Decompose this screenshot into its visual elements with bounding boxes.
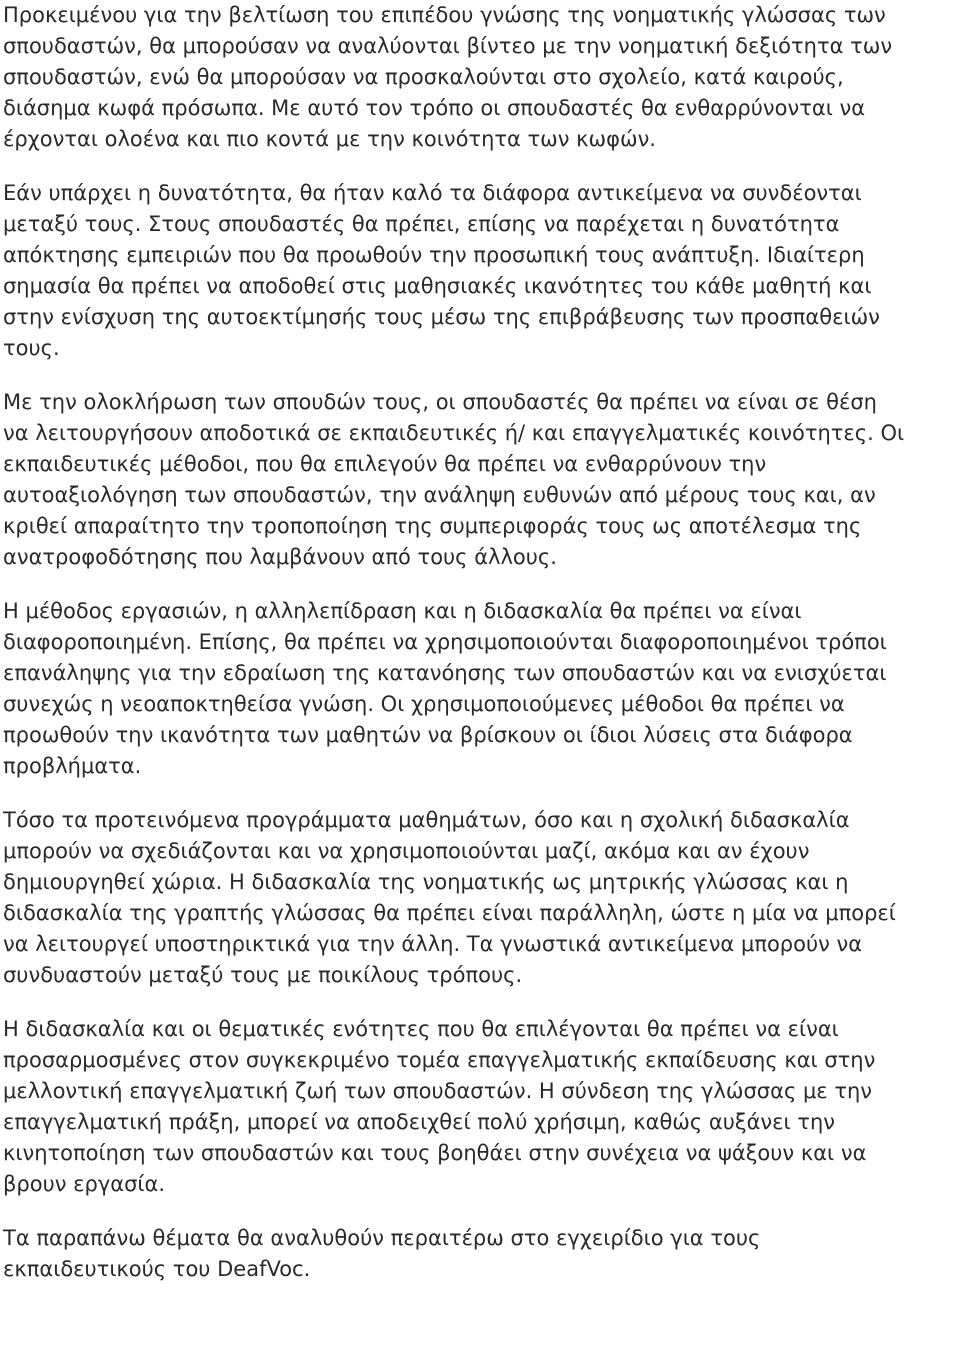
text-line: Με την ολοκλήρωση των σπουδών τους, οι σπουδαστές θα πρέπει να είναι σε θέση: [3, 390, 877, 414]
text-line: Η διδασκαλία και οι θεματικές ενότητες που θα επιλέγονται θα πρέπει να είναι: [3, 1017, 839, 1041]
text-line: εκπαιδευτικούς του DeafVoc.: [3, 1257, 311, 1281]
text-line: επαγγελματική πράξη, μπορεί να αποδειχθεί πολύ χρήσιμη, καθώς αυξάνει την: [3, 1110, 835, 1134]
text-line: Η μέθοδος εργασιών, η αλληλεπίδραση και η διδασκαλία θα πρέπει να είναι: [3, 599, 802, 623]
text-line: να λειτουργεί υποστηρικτικά για την άλλη. Τα γνωστικά αντικείμενα μπορούν να: [3, 932, 863, 956]
text-line: συνδυαστούν μεταξύ τους με ποικίλους τρόπους.: [3, 963, 523, 987]
paragraph-spacer: [3, 782, 958, 805]
text-line: σπουδαστών, ενώ θα μπορούσαν να προσκαλούνται στο σχολείο, κατά καιρούς,: [3, 65, 844, 89]
paragraph-spacer: [3, 364, 958, 387]
paragraph-spacer: [3, 573, 958, 596]
text-line: απόκτησης εμπειριών που θα προωθούν την προσωπική τους ανάπτυξη. Ιδιαίτερη: [3, 243, 865, 267]
text-line: κινητοποίηση των σπουδαστών και τους βοηθάει στην συνέχεια να ψάξουν και να: [3, 1141, 867, 1165]
paragraph-spacer: [3, 155, 958, 178]
paragraph-1: [3, 0, 958, 155]
paragraph-3: [3, 387, 958, 573]
text-line: επανάληψης για την εδραίωση της κατανόησης των σπουδαστών και να ενισχύεται: [3, 661, 887, 685]
text-line: μπορούν να σχεδιάζονται και να χρησιμοποιούνται μαζί, ακόμα και αν έχουν: [3, 839, 810, 863]
text-line: να λειτουργήσουν αποδοτικά σε εκπαιδευτικές ή/ και επαγγελματικές κοινότητες. Οι: [3, 421, 905, 445]
paragraph-2: [3, 178, 958, 364]
text-line: σπουδαστών, θα μπορούσαν να αναλύονται βίντεο με την νοηματική δεξιότητα των: [3, 34, 893, 58]
text-line: έρχονται ολοένα και πιο κοντά με την κοινότητα των κωφών.: [3, 127, 656, 151]
paragraph-7: [3, 1223, 958, 1285]
text-line: μελλοντική επαγγελματική ζωή των σπουδαστών. Η σύνδεση της γλώσσας με την: [3, 1079, 873, 1103]
text-line: μεταξύ τους. Στους σπουδαστές θα πρέπει, επίσης να παρέχεται η δυνατότητα: [3, 212, 840, 236]
text-line: προβλήματα.: [3, 754, 142, 778]
document-page: [3, 0, 958, 1285]
paragraph-spacer: [3, 991, 958, 1014]
text-line: Προκειμένου για την βελτίωση του επιπέδου γνώσης της νοηματικής γλώσσας των: [3, 3, 886, 27]
text-line: δημιουργηθεί χώρια. Η διδασκαλία της νοηματικής ως μητρικής γλώσσας και η: [3, 870, 849, 894]
text-line: ανατροφοδότησης που λαμβάνουν από τους άλλους.: [3, 545, 557, 569]
text-line: τους.: [3, 336, 60, 360]
text-line: διαφοροποιημένη. Επίσης, θα πρέπει να χρησιμοποιούνται διαφοροποιημένοι τρόποι: [3, 630, 887, 654]
text-line: προωθούν την ικανότητα των μαθητών να βρίσκουν οι ίδιοι λύσεις στα διάφορα: [3, 723, 853, 747]
text-line: εκπαιδευτικές μέθοδοι, που θα επιλεγούν θα πρέπει να ενθαρρύνουν την: [3, 452, 767, 476]
text-line: προσαρμοσμένες στον συγκεκριμένο τομέα επαγγελματικής εκπαίδευσης και στην: [3, 1048, 876, 1072]
paragraph-spacer: [3, 1200, 958, 1223]
text-line: κριθεί απαραίτητο την τροποποίηση της συμπεριφοράς τους ως αποτέλεσμα της: [3, 514, 862, 538]
text-line: διδασκαλία της γραπτής γλώσσας θα πρέπει είναι παράλληλη, ώστε η μία να μπορεί: [3, 901, 896, 925]
text-line: στην ενίσχυση της αυτοεκτίμησής τους μέσω της επιβράβευσης των προσπαθειών: [3, 305, 880, 329]
paragraph-5: [3, 805, 958, 991]
text-line: διάσημα κωφά πρόσωπα. Με αυτό τον τρόπο οι σπουδαστές θα ενθαρρύνονται να: [3, 96, 866, 120]
text-line: σημασία θα πρέπει να αποδοθεί στις μαθησιακές ικανότητες του κάθε μαθητή και: [3, 274, 872, 298]
text-line: Εάν υπάρχει η δυνατότητα, θα ήταν καλό τα διάφορα αντικείμενα να συνδέονται: [3, 181, 862, 205]
text-line: βρουν εργασία.: [3, 1172, 166, 1196]
text-line: συνεχώς η νεοαποκτηθείσα γνώση. Οι χρησιμοποιούμενες μέθοδοι θα πρέπει να: [3, 692, 845, 716]
paragraph-6: [3, 1014, 958, 1200]
paragraph-4: [3, 596, 958, 782]
text-line: Τα παραπάνω θέματα θα αναλυθούν περαιτέρω στο εγχειρίδιο για τους: [3, 1226, 761, 1250]
text-line: Τόσο τα προτεινόμενα προγράμματα μαθημάτων, όσο και η σχολική διδασκαλία: [3, 808, 850, 832]
text-line: αυτοαξιολόγηση των σπουδαστών, την ανάληψη ευθυνών από μέρους τους και, αν: [3, 483, 876, 507]
